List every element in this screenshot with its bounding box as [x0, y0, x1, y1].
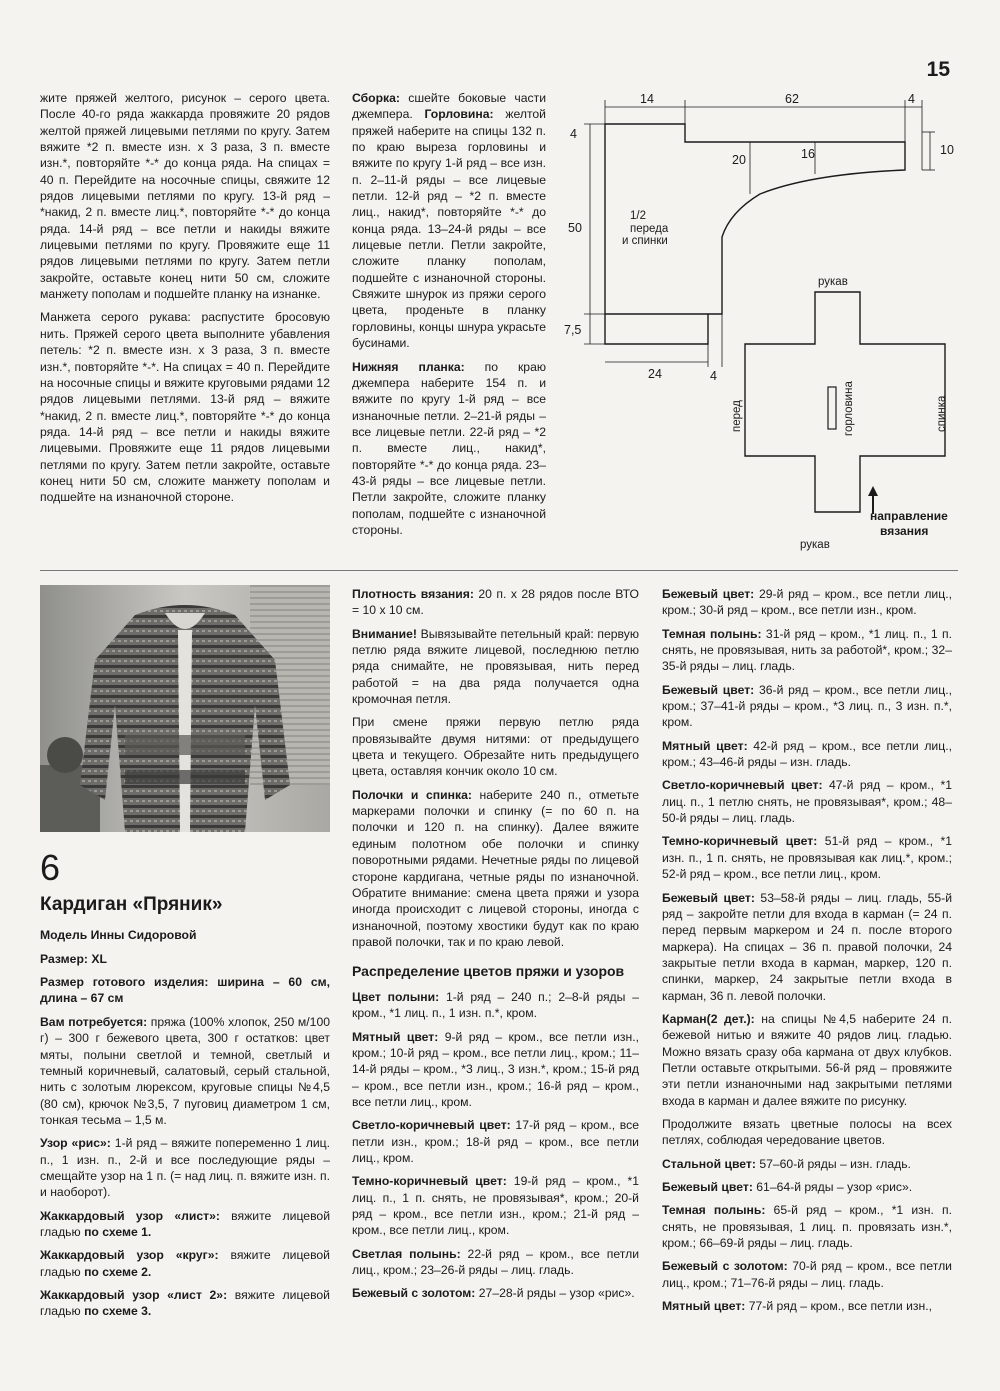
pattern-diagram: [560, 82, 980, 562]
half-label: 1/2: [630, 210, 646, 222]
shelves-back: Полочки и спинка: наберите 240 п., отметьте маркерами полочки и спинку (= по 60 п. на полочки и 120 п. на спинку). Далее вяжите единым полотном обе полочки и спинку поворотными рядами. Нечетные ряды по лицевой стороне кардигана, четные ряды по изнаночной. Обратите внимание: смена цвета пряжи и узора иногда происходит с лицевой стороны, иногда с изнаночной, поэтому хвостики будут как по краю правой полочки, так и по краю левой.: [352, 787, 639, 949]
dim-4-bottom: 4: [710, 369, 717, 383]
leaf-pattern: Жаккардовый узор «лист»: вяжите лицевой гладью по схеме 1.: [40, 1208, 330, 1239]
dim-20: 20: [732, 153, 746, 167]
dim-62: 62: [785, 92, 799, 106]
half-label: и спинки: [622, 235, 668, 247]
dim-16: 16: [801, 147, 815, 161]
distribution-title: Распределение цветов пряжи и узоров: [352, 963, 625, 980]
bottom-band-paragraph: Нижняя планка: по краю джемпера наберите 154 п. и вяжите по кругу 1-й ряд – все изнаночные петли. 2–21-й ряды – все лицевые петли. 22-й ряд – *2 п. вместе лиц., накид*, повторяйте *-* до конца ряда. 23–43-й ряды – все лицевые петли. Петли закройте, сложите планку пополам, подшейте с изнаночной стороны.: [352, 359, 546, 537]
color-row: Мятный цвет: 9-й ряд – кром., все петли изн., кром.; 10-й ряд – кром., все петли лиц., кром.; 11–14-й ряды – кром., *3 лиц., 3 изн.*, кром.; 15-й ряд – кром., все петли изн., кром.; 16-й ряд – кром., все петли лиц., кром.: [352, 1029, 639, 1110]
attention: Внимание! Вывязывайте петельный край: первую петлю ряда вяжите лицевой, последнюю петлю ряда снимайте, не провязывая, нить перед работой = на два ряда получается одна кромочная петля.: [352, 626, 639, 707]
direction-label: вязания: [880, 524, 929, 538]
author: Модель Инны Сидоровой: [40, 928, 197, 943]
sleeve-top-label: рукав: [818, 276, 848, 288]
article-column: [40, 840, 330, 1327]
back-label: спинка: [936, 395, 948, 432]
assembly-paragraph: Сборка: сшейте боковые части джемпера. Горловина: желтой пряжей наберите на спицы 132 п. по краю выреза горловины и вяжите по кругу 1-й ряд – все изн. п. 2–11-й ряды – все лицевые петли. 12-й ряд – *2 п. вместе лиц., накид*, повторяйте *-* до конца ряда. 13–24-й ряды – все лицевые петли. Петли закройте, сложите планку пополам, подшейте с изнаночной стороны. Свяжите шнурок из пряжи серого цвета, проденьте в планку горловины, концы шнура украсьте бусинами.: [352, 91, 546, 351]
color-row: Темно-коричневый цвет: 51-й ряд – кром., *1 изн. п., 1 п. снять, не провязывая как лиц.*, кром.; 52-й ряд – кром., все петли лиц., кром.: [662, 834, 952, 882]
dim-4-left: 4: [570, 127, 577, 141]
page-number: 15: [926, 58, 950, 81]
neck-slot: [828, 387, 836, 429]
dim-14: 14: [640, 92, 654, 106]
rice-pattern: Узор «рис»: 1-й ряд – вяжите попеременно 1 лиц. п., 1 изн. п., 2-й и все последующие ряды – смещайте узор на 1 п. (= над лиц. п. вяжите изн. п. и наоборот).: [40, 1136, 330, 1200]
front-label: перед: [731, 400, 743, 432]
cardigan-photo: [40, 585, 330, 832]
article-title: Кардиган «Пряник»: [40, 894, 223, 915]
color-row: Бежевый с золотом: 27–28-й ряды – узор «рис».: [352, 1286, 635, 1301]
color-row: Мятный цвет: 77-й ряд – кром., все петли изн.,: [662, 1299, 932, 1314]
finished-size: Размер готового изделия: ширина – 60 см, длина – 67 см: [40, 975, 330, 1006]
paragraph: Манжета серого рукава: распустите бросовую нить. Пряжей серого цвета выполните убавления петель: *2 п. вместе изн. х 3 раза, 3 п. вместе изн.*, повторяйте *-*. На спицах = 40 п. Перейдите на носочные спицы и вяжите круговыми рядами 12 рядов лицевыми петлями. 13-й ряд – вяжите *накид, 2 п. вместе лиц.*, повторяйте *-* до конца ряда. 14-й ряд – все петли и накиды вяжите лицевыми. Провяжите еще 11 рядов лицевыми петлями по кругу. Затем петли закройте, оставьте конец нити 50 см, сложите манжету пополам и подшейте на изнаночной стороне.: [40, 310, 330, 505]
materials: Вам потребуется: пряжа (100% хлопок, 250 м/100 г) – 300 г бежевого цвета, 300 г остатков: цвет мяты, полыни светлой и темной, светлый и темный коричневый, салатовый, серый стальной, нить с золотым люрексом, круговые спицы №4,5 (80 см), крючок №3,5, 7 пуговиц диаметром 1 см, тонкая тесьма – 1,5 м.: [40, 1014, 330, 1127]
neck-label: горловина: [843, 381, 855, 436]
dim-7-5: 7,5: [564, 323, 582, 337]
size: Размер: XL: [40, 951, 107, 966]
circle-pattern: Жаккардовый узор «круг»: вяжите лицевой гладью по схеме 2.: [40, 1248, 330, 1279]
dim-10: 10: [940, 143, 954, 157]
half-label: переда: [630, 223, 669, 235]
color-row: Мятный цвет: 42-й ряд – кром., все петли лиц., кром.; 43–46-й ряды – изн. гладь.: [662, 738, 952, 770]
dim-4-top: 4: [908, 92, 915, 106]
article-number: 6: [40, 847, 61, 888]
color-row: Темная полынь: 65-й ряд – кром., *1 изн. п. снять, не провязывая, 1 лиц. п. провязать изн.*, кром.; 66–69-й ряды – лиц. гладь.: [662, 1203, 952, 1251]
leaf2-pattern: Жаккардовый узор «лист 2»: вяжите лицевой гладью по схеме 3.: [40, 1287, 330, 1319]
color-row: Светло-коричневый цвет: 47-й ряд – кром., *1 лиц. п., 1 петлю снять, не провязывая*, кром.; 48–50-й ряды – лиц. гладь.: [662, 778, 952, 826]
direction-label: направление: [870, 509, 948, 523]
density: Плотность вязания: 20 п. х 28 рядов после ВТО = 10 х 10 см.: [352, 587, 639, 618]
dim-24: 24: [648, 367, 662, 381]
pocket: Карман(2 дет.): на спицы №4,5 наберите 24 п. бежевой нитью и вяжите 40 рядов лиц. гладью. Можно вязать сразу оба кармана от двух клубков. Петли оставьте открытыми. 56-й ряд – провяжите эти петли изнаночными над закрытыми петлями входа в карман и далее вяжите по рисунку.: [662, 1011, 952, 1108]
color-row: Бежевый цвет: 29-й ряд – кром., все петли лиц., кром.; 30-й ряд – кром., все петли изн., кром.: [662, 587, 952, 618]
color-row: Бежевый с золотом: 70-й ряд – кром., все петли лиц., кром.; 71–76-й ряды – лиц. гладь.: [662, 1259, 952, 1290]
color-row: Светло-коричневый цвет: 17-й ряд – кром., все петли изн., кром.; 18-й ряд – кром., все петли лиц., кром.: [352, 1118, 639, 1166]
color-row: Бежевый цвет: 61–64-й ряды – узор «рис».: [662, 1180, 913, 1194]
color-row: Стальной цвет: 57–60-й ряды – изн. гладь.: [662, 1156, 911, 1171]
section-divider: [40, 570, 958, 571]
color-row: Светлая полынь: 22-й ряд – кром., все петли лиц., кром.; 23–26-й ряды – лиц. гладь.: [352, 1246, 640, 1278]
yarn-change: При смене пряжи первую петлю ряда провязывайте двумя нитями: от предыдущего цвета и текущего. Обрезайте нить предыдущего цвета, оставляя кончик около 10 см.: [352, 715, 639, 779]
continue-note: Продолжите вязать цветные полосы на всех петлях, соблюдая чередование цветов.: [662, 1116, 952, 1148]
color-row: Цвет полыни: 1-й ряд – 240 п.; 2–8-й ряды – кром., *1 лиц. п., 1 изн. п.*, кром.: [352, 989, 639, 1021]
dim-50: 50: [568, 221, 582, 235]
top-left-column: [40, 90, 330, 513]
right-column: [662, 586, 952, 1321]
color-row: Темно-коричневый цвет: 19-й ряд – кром., *1 лиц. п., 1 п. снять, не провязывая*, кром.; 20-й ряд – кром., все петли изн., кром.; 21-й ряд – кром., все петли лиц., кром.: [352, 1174, 639, 1238]
arrow-up-icon: [868, 486, 878, 496]
middle-column: [352, 586, 639, 1309]
paragraph: жите пряжей желтого, рисунок – серого цвета. После 40-го ряда жаккарда провяжите 20 рядов желтой пряжей лицевыми петлями по кругу. Затем вяжите *2 п. вместе изн. х 3 раза, 3 п. вместе изн.*, повторяйте *-* до конца ряда. На спицах = 40 п. Перейдите на носочные спицы, свяжите 12 рядов лицевыми петлями по кругу. 13-й ряд – *накид, 2 п. вместе лиц.*, повторяйте *-* до конца ряда. 14-й ряд – все петли и накиды вяжите лицевыми петлями по кругу. Провяжите еще 11 рядов лицевыми петлями по кругу. Затем петли закройте, оставьте конец нити 50 см, сложите манжету пополам и подшейте планку на изнанке.: [40, 91, 330, 302]
color-row: Бежевый цвет: 53–58-й ряды – лиц. гладь, 55-й ряд – закройте петли для входа в карман (= 24 п. перед первым маркером и 24 п. после второго маркера). На спицах – 36 п. правой полочки, 24 закрытые петли входа в карман, маркер, 120 п. спинки, маркер, 24 закрытые петли входа в карман, 36 п. левой полочки.: [662, 890, 952, 1003]
sleeve-bottom-label: рукав: [800, 539, 830, 551]
top-middle-column: [352, 90, 546, 545]
color-row: Темная полынь: 31-й ряд – кром., *1 лиц. п., 1 п. снять, не провязывая, нить за работой*, кром.; 32–35-й ряды – лиц. гладь.: [662, 626, 952, 674]
color-row: Бежевый цвет: 36-й ряд – кром., все петли лиц., кром.; 37–41-й ряды – кром., *3 лиц. п., 3 изн. п.*, кром.: [662, 682, 952, 730]
